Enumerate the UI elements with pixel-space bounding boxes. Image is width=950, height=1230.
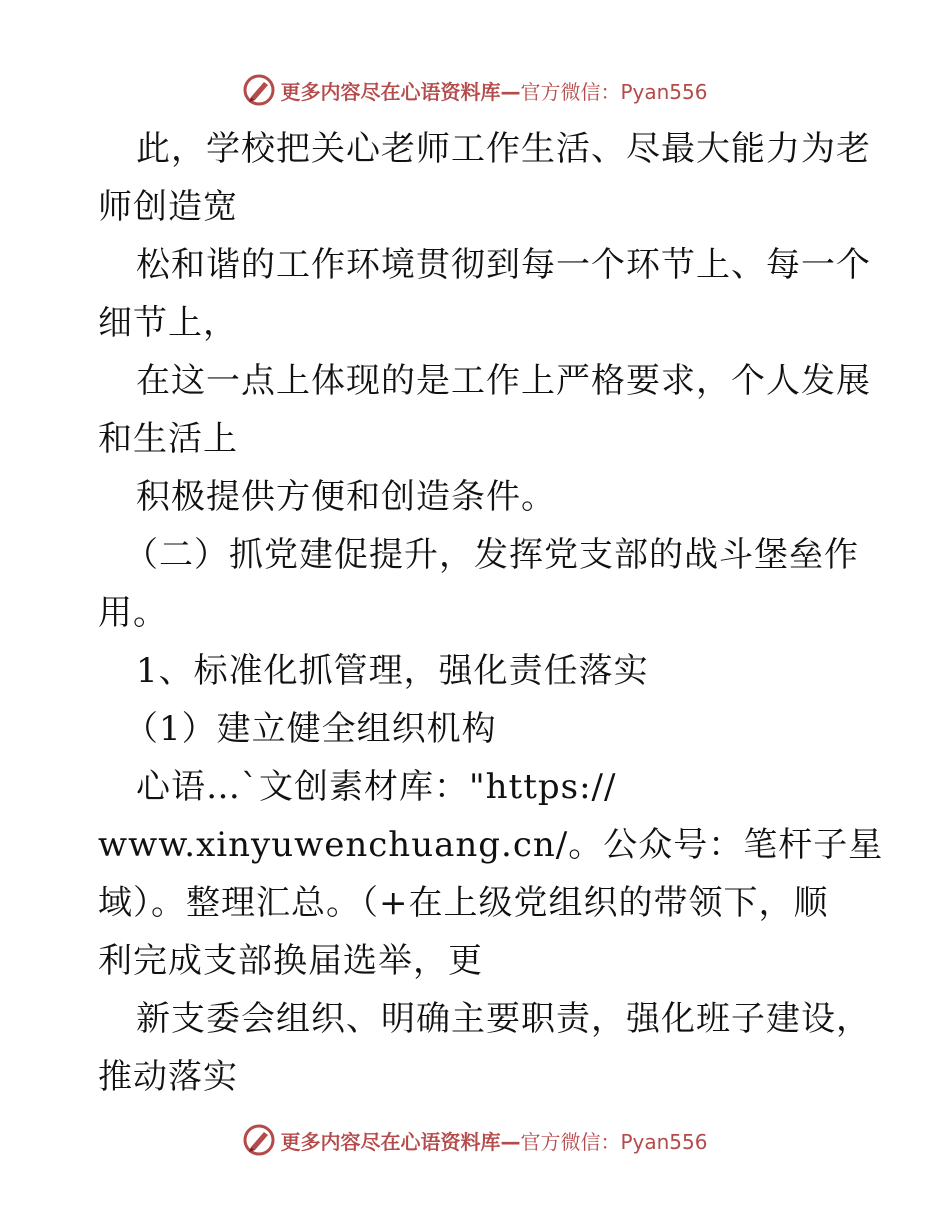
body-line: www.xinyuwenchuang.cn/。公众号：笔杆子星 [98, 825, 884, 865]
banner-text [280, 1126, 707, 1155]
body-line: 细节上， [98, 303, 238, 343]
body-line: 推动落实 [98, 1057, 238, 1097]
banner-wechat-text: 官方微信：Pyan556 [520, 79, 708, 104]
body-line: 用。 [98, 593, 168, 633]
pen-logo-icon [242, 1123, 276, 1157]
document-body [98, 120, 884, 1106]
subsection-heading: 1、标准化抓管理，强化责任落实 [136, 651, 649, 691]
banner-library-text: 更多内容尽在心语资料库— [280, 1129, 521, 1154]
header-banner [0, 70, 950, 110]
body-line: 此，学校把关心老师工作生活、尽最大能力为老 [136, 129, 871, 169]
pen-logo-icon [242, 73, 276, 107]
banner-library-text: 更多内容尽在心语资料库— [280, 79, 521, 104]
body-line: 利完成支部换届选举，更 [98, 941, 483, 981]
body-line: 师创造宽 [98, 187, 238, 227]
body-line: 积极提供方便和创造条件。 [136, 477, 556, 517]
footer-banner [0, 1120, 950, 1160]
subsection-heading: （1）建立健全组织机构 [124, 709, 497, 749]
banner-text [280, 76, 707, 105]
banner-wechat-text: 官方微信：Pyan556 [520, 1129, 708, 1154]
body-line: 和生活上 [98, 419, 238, 459]
body-line: 在这一点上体现的是工作上严格要求，个人发展 [136, 361, 871, 401]
body-line: 心语…`文创素材库："https:// [136, 767, 617, 807]
body-line: 新支委会组织、明确主要职责，强化班子建设， [136, 999, 871, 1039]
section-heading: （二）抓党建促提升，发挥党支部的战斗堡垒作 [124, 535, 859, 575]
body-line: 域）。整理汇总。（+在上级党组织的带领下，顺 [98, 883, 829, 923]
body-line: 松和谐的工作环境贯彻到每一个环节上、每一个 [136, 245, 871, 285]
